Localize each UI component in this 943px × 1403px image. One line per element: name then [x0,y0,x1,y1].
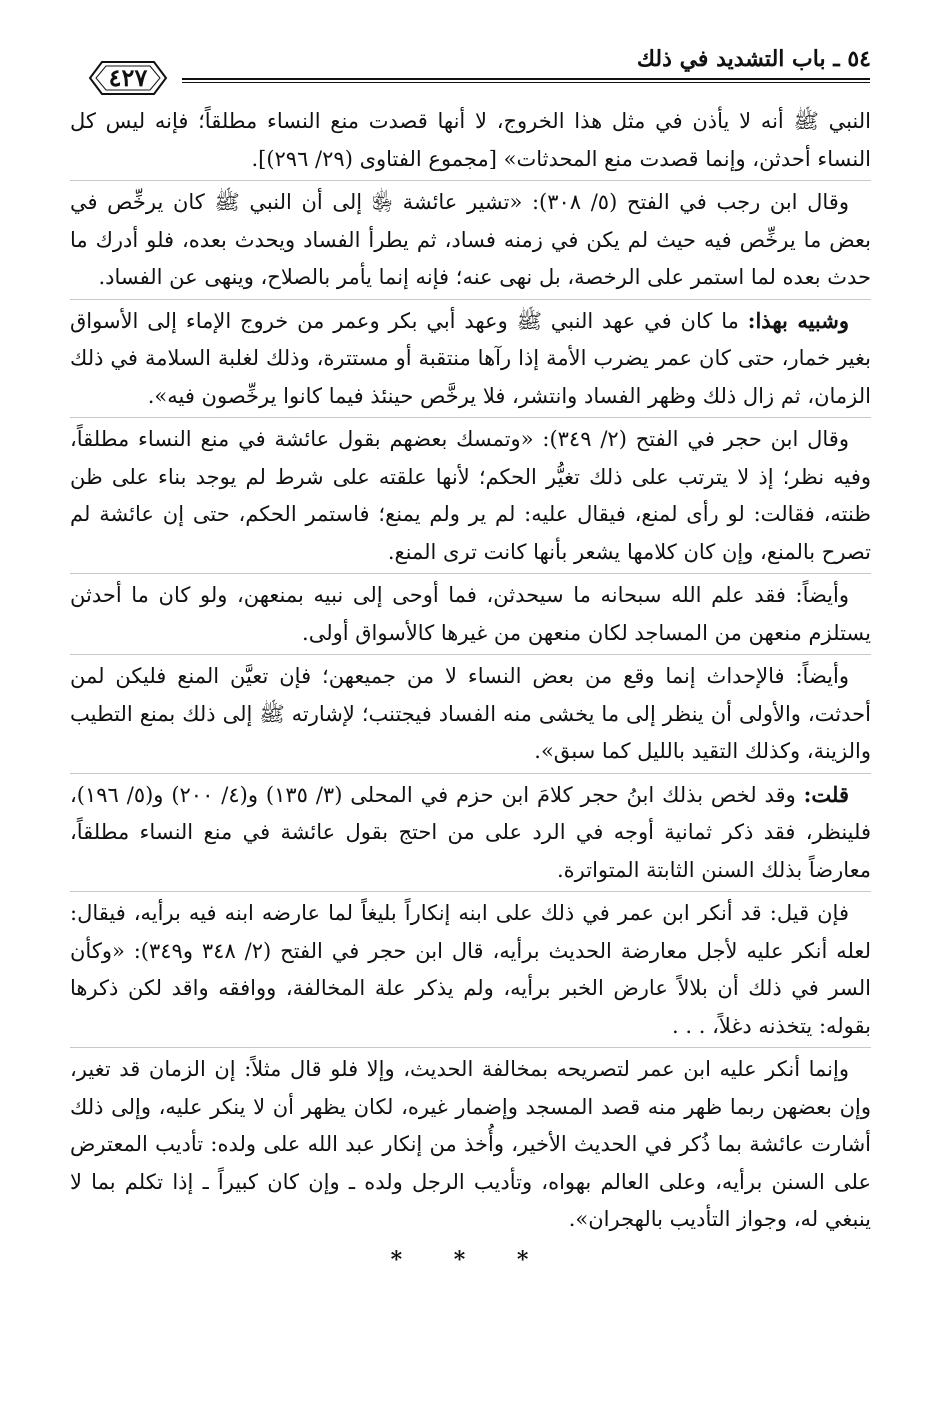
divider [70,180,871,181]
divider [70,1047,871,1048]
page-number-badge [88,58,168,98]
page-number: ٤٢٧ [108,63,148,92]
paragraph [70,302,871,416]
paragraph [70,102,871,178]
paragraph-lead: قلت: [803,781,849,807]
section-end-stars: * * * [390,1246,551,1273]
paragraph-text: وأيضاً: فقد علم الله سبحانه ما سيحدثن، فما أوحى إلى نبيه بمنعهن، ولو كان ما أحدثن يستلزم منعهن من المساجد لكان منعهن من غيرها كالأسواق أولى. [70,583,871,645]
paragraph-text: وأيضاً: فالإحداث إنما وقع من بعض النساء لا من جميعهن؛ فإن تعيَّن المنع فليكن لمن أحدثت، والأولى أن ينظر إلى ما يخشى منه الفساد فيجتنب؛ لإشارته ﷺ إلى ذلك بمنع التطيب والزينة، وكذلك التقيد بالليل كما سبق». [70,664,871,763]
paragraph [70,420,871,571]
paragraph [70,183,871,297]
paragraph-text: وقال ابن رجب في الفتح (٥/ ٣٠٨): «تشير عائشة ﵂ إلى أن النبي ﷺ كان يرخِّص في بعض ما يرخِّص فيه حيث لم يكن في زمنه فساد، ثم يطرأ الفساد ويحدث بعده، فلو أدرك ما حدث بعده لما استمر على الرخصة، بل نهى عنه؛ فإنه إنما يأمر بالصلاح، وينهى عن الفساد. [70,190,871,289]
paragraph-text: ما كان في عهد النبي ﷺ وعهد أبي بكر وعمر من خروج الإماء إلى الأسواق بغير خمار، حتى كان عمر يضرب الأمة إذا رآها منتقبة أو مستترة، وذلك لغلبة السلامة في ذلك الزمان، ثم زال ذلك وظهر الفساد وانتشر، فلا يرخَّص حينئذ فيما كانوا يرخِّصون فيه». [70,308,871,408]
page-number-ornament [70,58,870,98]
divider [70,654,871,655]
header-rule [182,78,870,83]
divider [70,299,871,300]
paragraph-text: النبي ﷺ أنه لا يأذن في مثل هذا الخروج، لا أنها قصدت منع النساء مطلقاً؛ فإنه ليس كل النساء أحدثن، وإنما قصدت منع المحدثات» [مجموع الفتاوى (٢٩/ ٢٩٦)]. [70,109,871,171]
divider [70,773,871,774]
divider [70,891,871,892]
paragraph-lead: وشبيه بهذا: [747,307,849,333]
divider [70,417,871,418]
page-header [70,40,871,92]
divider [70,573,871,574]
running-title: ٥٤ ـ باب التشديد في ذلك [636,46,871,72]
page-body [70,102,871,1273]
paragraph [70,657,871,771]
paragraph [70,776,871,890]
paragraph-text: فإن قيل: قد أنكر ابن عمر في ذلك على ابنه إنكاراً بليغاً لما عارضه ابنه فيه برأيه، فيقال: لعله أنكر عليه لأجل معارضة الحديث برأيه، قال ابن حجر في الفتح (٢/ ٣٤٨ و٣٤٩): «وكأن السر في ذلك أن بلالاً عارض الخبر برأيه، ولم يذكر علة المخالفة، ووافقه واقد لكن ذكرها بقوله: يتخذنه دغلاً، . . . [70,901,871,1038]
paragraph-text: وقال ابن حجر في الفتح (٢/ ٣٤٩): «وتمسك بعضهم بقول عائشة في منع النساء مطلقاً، وفيه نظر؛ إذ لا يترتب على ذلك تغيُّر الحكم؛ لأنها علقته على شرط لم يوجد بناء على ظن ظنته، فقالت: لو رأى لمنع، فيقال عليه: لم ير ولم يمنع؛ فاستمر الحكم، حتى إن عائشة لم تصرح بالمنع، وإن كان كلامها يشعر بأنها كانت ترى المنع. [70,427,871,564]
paragraph [70,576,871,652]
paragraph-text: وقد لخص بذلك ابنُ حجر كلامَ ابن حزم في المحلى (٣/ ١٣٥) و(٤/ ٢٠٠) و(٥/ ١٩٦)، فلينظر، فقد ذكر ثمانية أوجه في الرد على من احتج بقول عائشة في منع النساء مطلقاً، معارضاً بذلك السنن الثابتة المتواترة. [70,782,871,882]
paragraph-text: وإنما أنكر عليه ابن عمر لتصريحه بمخالفة الحديث، وإلا فلو قال مثلاً: إن الزمان قد تغير، وإن بعضهن ربما ظهر منه قصد المسجد وإضمار غيره، لكان يظهر أن لا ينكر عليه، وإلى ذلك أشارت عائشة بما ذُكر في الحديث الأخير، وأُخذ من إنكار عبد الله على ولده: تأديب المعترض على السنن برأيه، وعلى العالم بهواه، وتأديب الرجل ولده ـ وإن كان كبيراً ـ إذا تكلم بما لا ينبغي له، وجواز التأديب بالهجران». [70,1057,871,1231]
paragraph [70,894,871,1045]
paragraph [70,1050,871,1239]
